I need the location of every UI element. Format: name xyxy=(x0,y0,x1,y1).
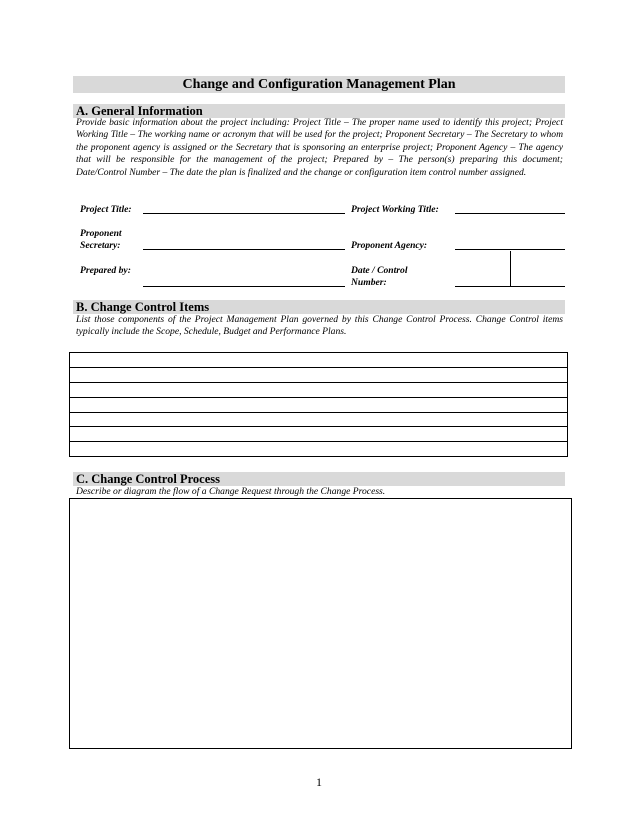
project-title-label: Project Title: xyxy=(80,204,132,215)
table-row[interactable] xyxy=(70,368,567,383)
project-working-title-field[interactable] xyxy=(455,213,565,214)
section-b-description: List those components of the Project Management Plan governed by this Change Control Process. Change Control items typically include the Scope, Schedule, Budget and Performance Plans. xyxy=(76,314,563,338)
proponent-secretary-label-line2: Secretary: xyxy=(80,240,121,251)
document-title: Change and Configuration Management Plan xyxy=(73,76,565,93)
change-control-items-table xyxy=(69,352,568,457)
proponent-secretary-field[interactable] xyxy=(143,249,345,250)
project-working-title-label: Project Working Title: xyxy=(351,204,439,215)
section-a-description: Provide basic information about the project including: Project Title – The proper name used to identify this project; Project Working Title – The working name or acronym that will be used for the project; Proponent Secretary – The Secretary to whom the proponent agency is assigned or the Secretary that is sponsoring an enterprise project; Proponent Agency – The agency that will be responsible for the management of the project; Prepared by – The person(s) preparing this document; Date/Control Number – The date the plan is finalized and the change or configuration item control number assigned. xyxy=(76,117,563,178)
section-a-heading: A. General Information xyxy=(73,104,565,118)
section-b-heading: B. Change Control Items xyxy=(73,300,565,314)
proponent-agency-label: Proponent Agency: xyxy=(351,240,428,251)
table-row[interactable] xyxy=(70,353,567,368)
table-row[interactable] xyxy=(70,442,567,457)
table-row[interactable] xyxy=(70,413,567,428)
proponent-agency-field[interactable] xyxy=(455,249,565,250)
prepared-by-label: Prepared by: xyxy=(80,265,131,276)
prepared-by-field[interactable] xyxy=(143,286,345,287)
change-process-box[interactable] xyxy=(69,498,572,749)
date-control-divider xyxy=(510,251,511,287)
table-row[interactable] xyxy=(70,383,567,398)
date-control-label-line1: Date / Control xyxy=(351,265,408,276)
date-control-label-line2: Number: xyxy=(351,277,387,288)
project-title-field[interactable] xyxy=(143,213,345,214)
section-c-description: Describe or diagram the flow of a Change Request through the Change Process. xyxy=(76,486,386,497)
page-number: 1 xyxy=(316,775,322,789)
proponent-secretary-label-line1: Proponent xyxy=(80,228,122,239)
table-row[interactable] xyxy=(70,398,567,413)
section-c-heading: C. Change Control Process xyxy=(73,472,565,486)
table-row[interactable] xyxy=(70,427,567,442)
